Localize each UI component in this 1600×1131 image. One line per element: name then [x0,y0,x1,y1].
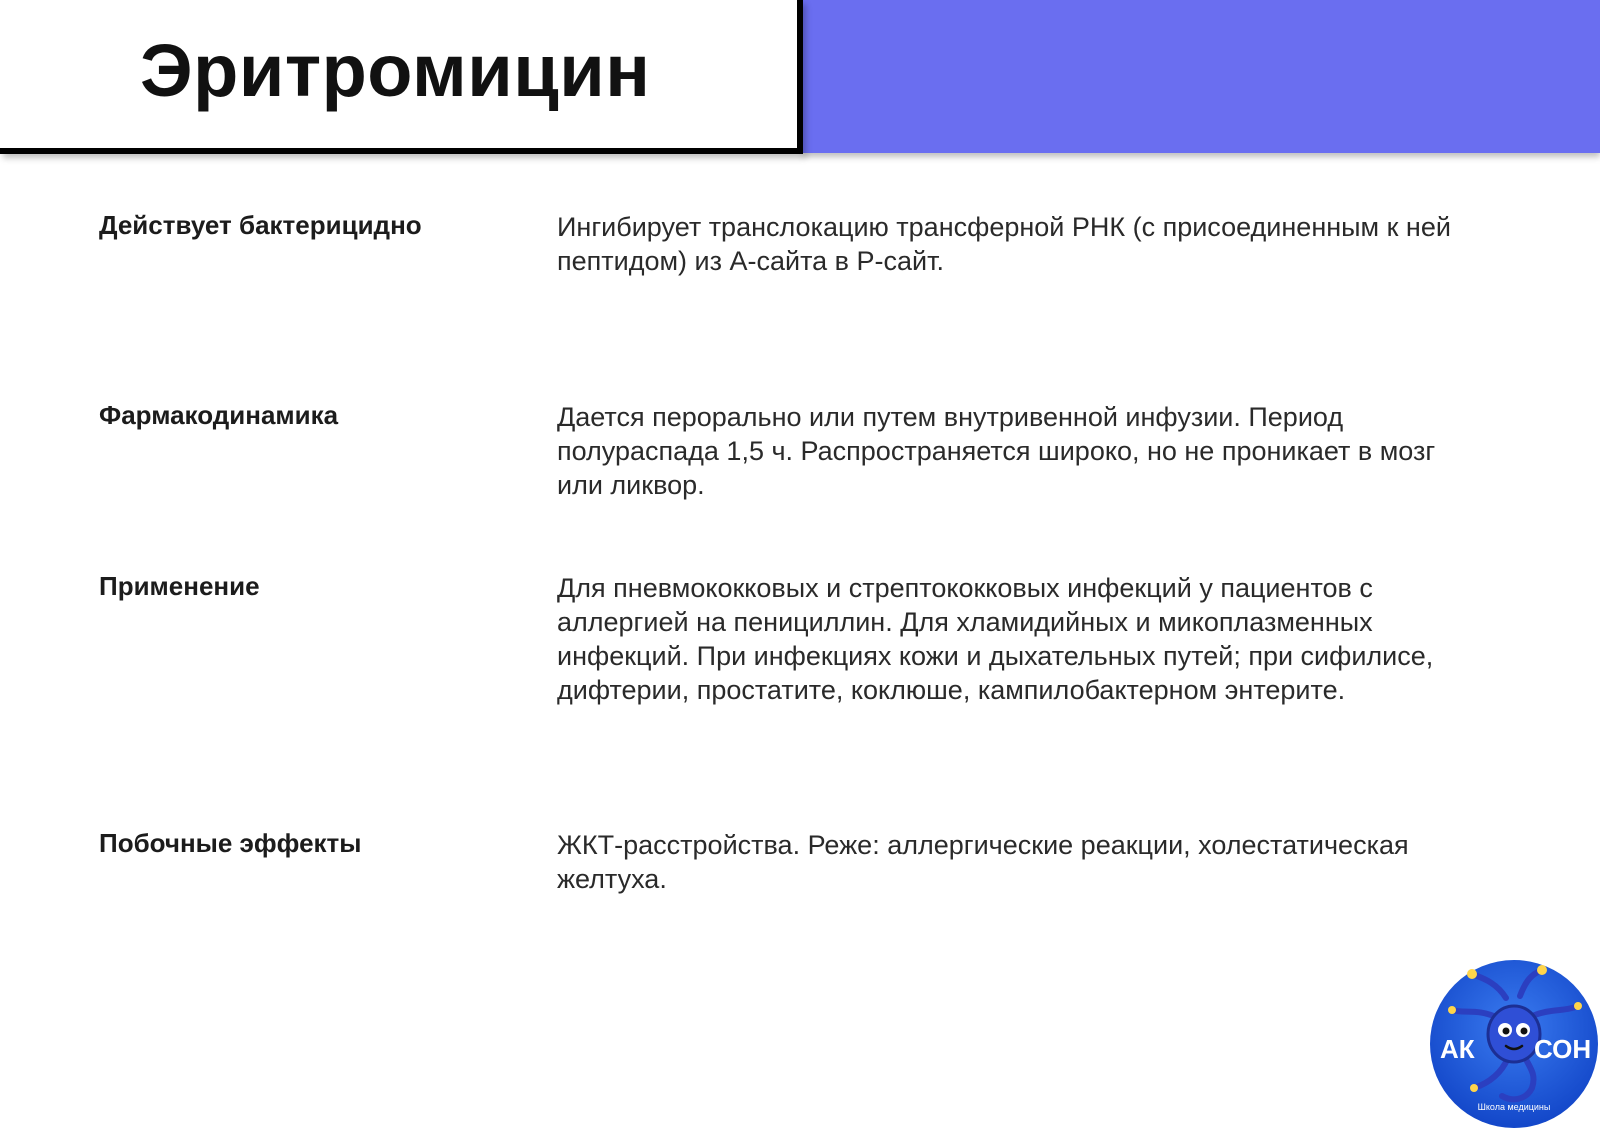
logo-caption: Школа медицины [1477,1102,1551,1112]
row-label: Побочные эффекты [99,828,362,858]
row-description: Дается перорально или путем внутривенной инфузии. Период полураспада 1,5 ч. Распространяется широко, но не проникает в мозг или ликвор. [557,402,1436,500]
logo-text-right: СОН [1534,1034,1592,1064]
row-description: ЖКТ-расстройства. Реже: аллергические реакции, холестатическая желтуха. [557,830,1409,894]
row-label: Действует бактерицидно [99,210,422,240]
row-description: Для пневмококковых и стрептококковых инфекций у пациентов с аллергией на пенициллин. Для хламидийных и микоплазменных инфекций. При инфекциях кожи и дыхательных путей; при сифилисе, дифтерии, простатите, коклюше, кампилобактерном энтерите. [557,573,1434,705]
row-label: Фармакодинамика [99,400,339,430]
school-logo [1428,958,1600,1130]
logo-text-left: АК [1440,1034,1475,1064]
page-title: Эритромицин [140,29,651,112]
row-label: Применение [99,571,260,601]
title-box [0,0,803,154]
row-description: Ингибирует транслокацию трансферной РНК (с присоединенным к ней пептидом) из А-сайта в Р-сайт. [557,212,1451,276]
header-accent-bar [803,0,1600,153]
